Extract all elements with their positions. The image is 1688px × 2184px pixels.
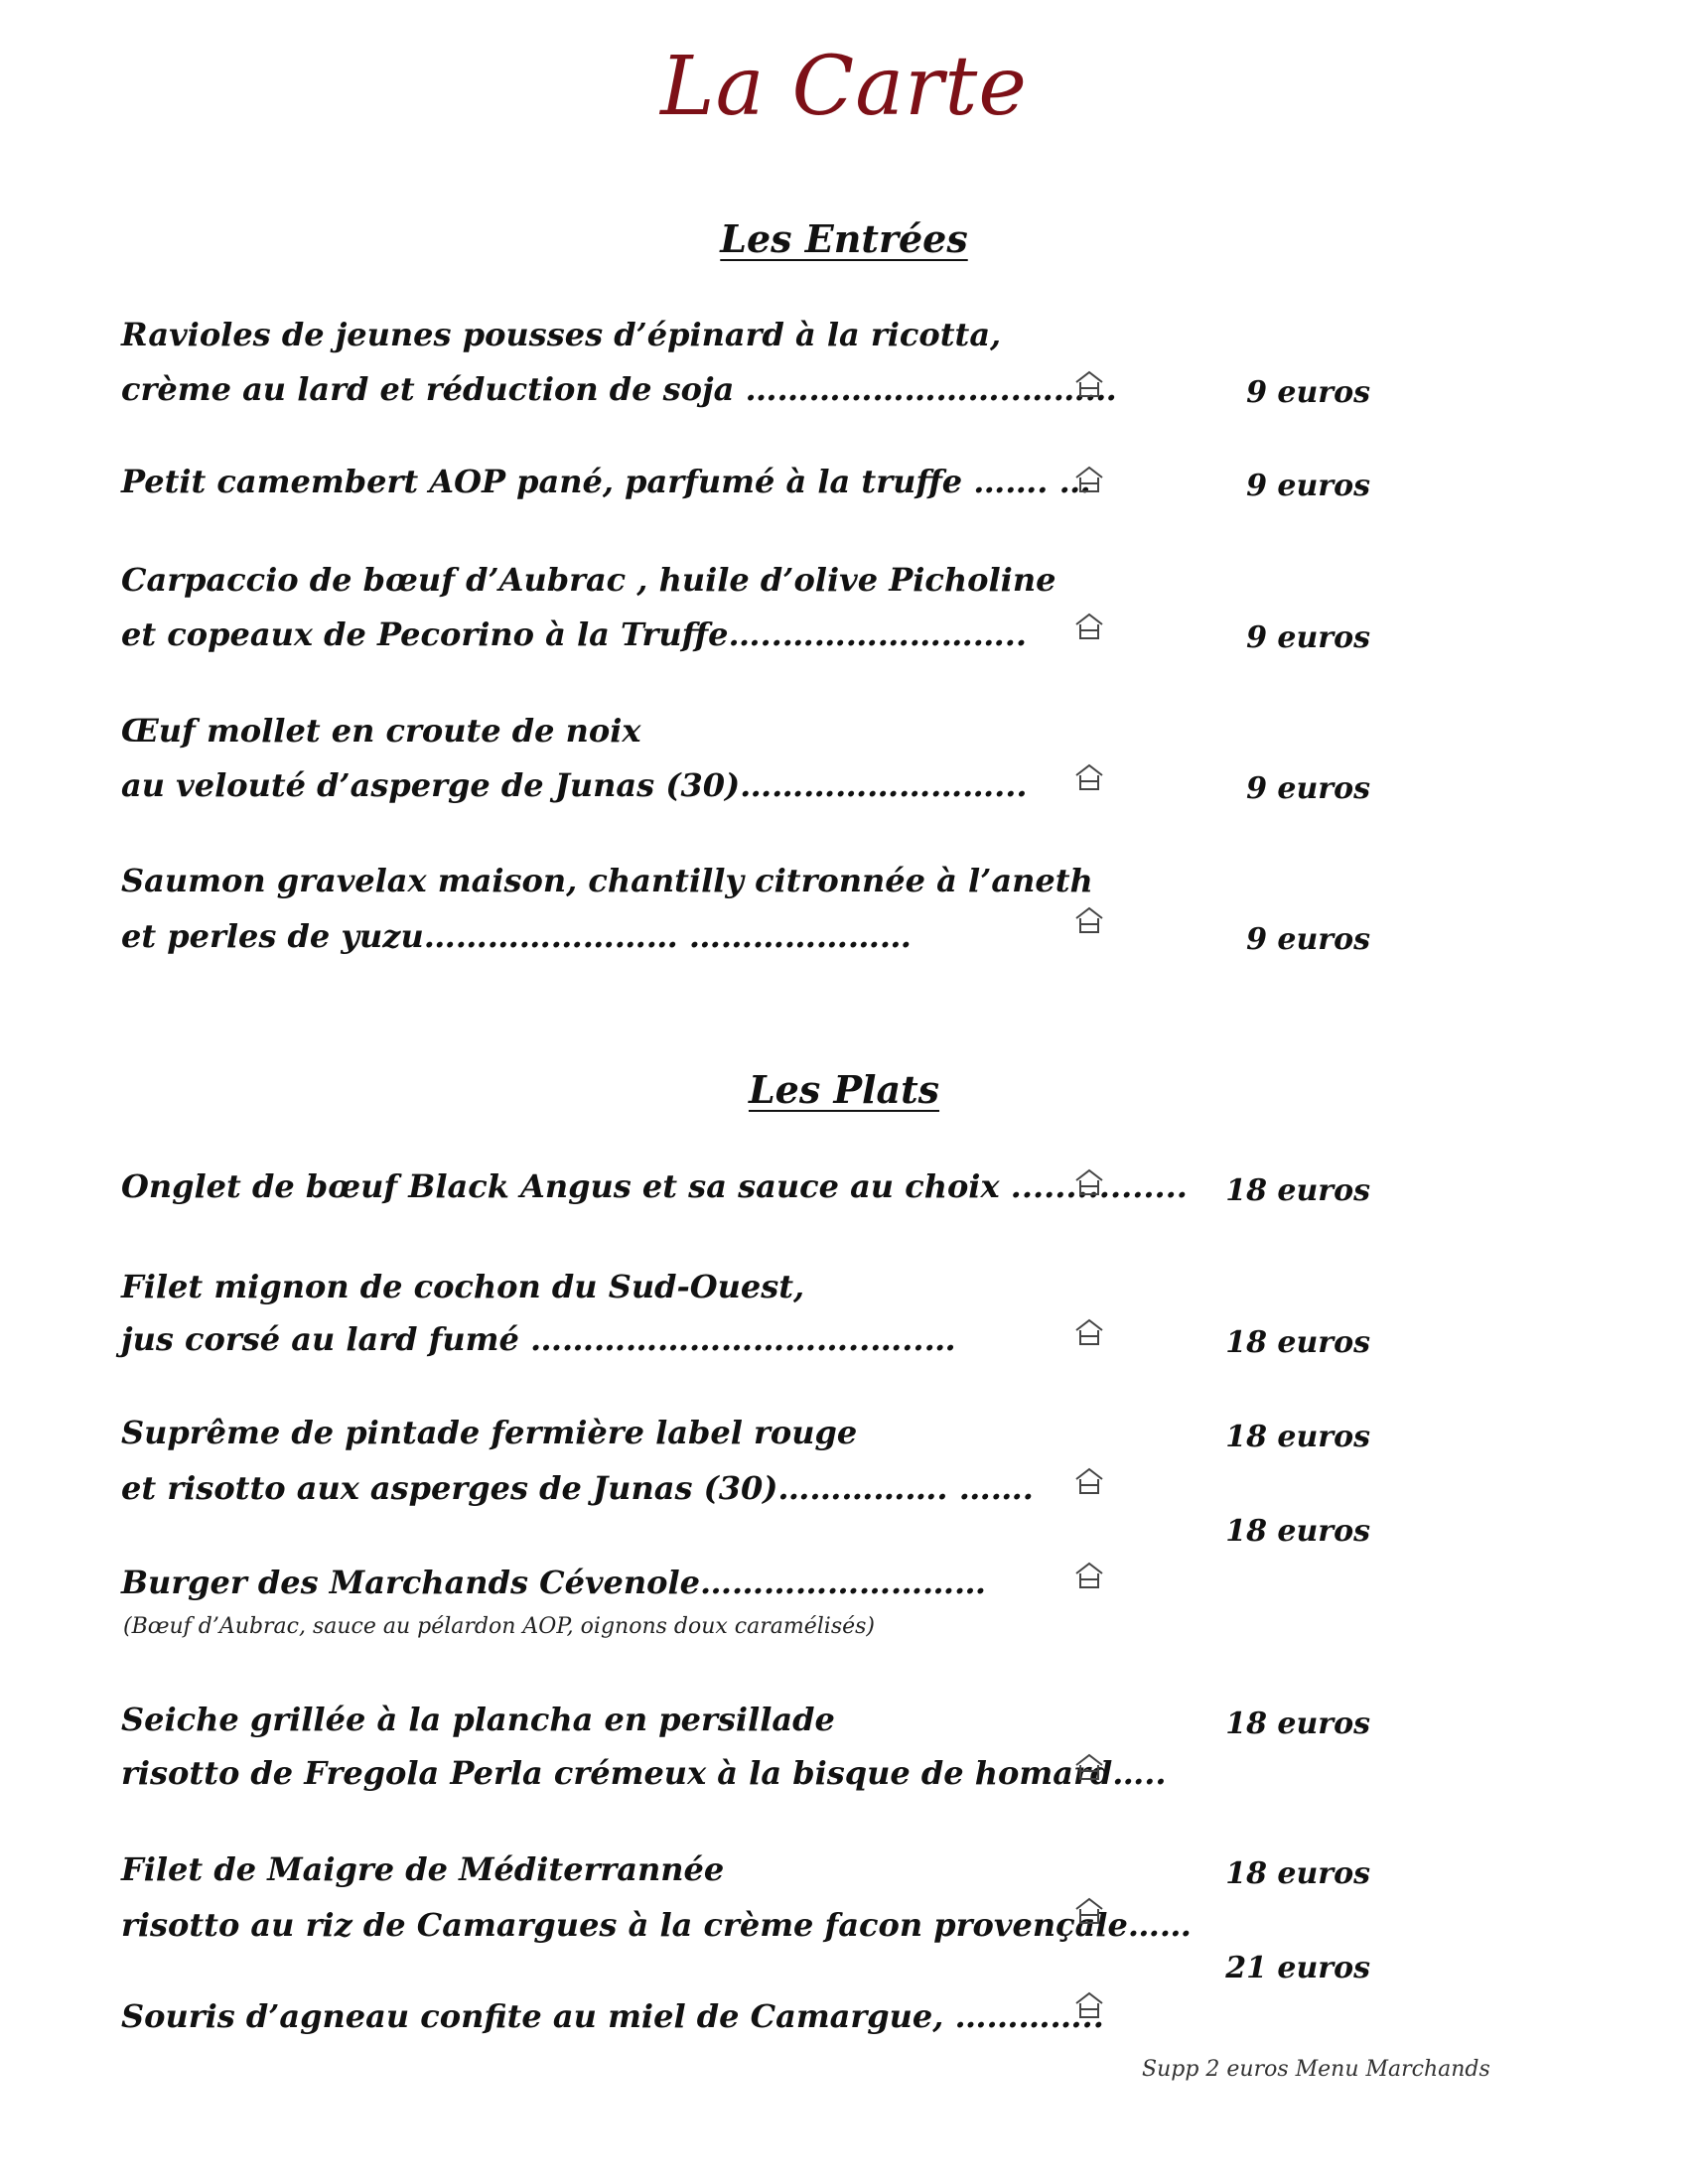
house-icon <box>1072 1167 1106 1197</box>
entree-2-line-1: Petit camembert AOP pané, parfumé à la truffe ……. … <box>121 463 1091 500</box>
plat-4-price: 18 euros <box>1225 1514 1370 1549</box>
house-icon <box>1072 1466 1106 1496</box>
house-icon <box>1072 1561 1106 1590</box>
entree-4-line-2: au velouté d’asperge de Junas (30)……………………... <box>121 766 1028 804</box>
house-icon <box>1072 465 1106 494</box>
entree-5-line-2: et perles de yuzu…………………… ………………… <box>121 917 912 955</box>
page-title: La Carte <box>660 40 1028 134</box>
plat-4-line-1: Burger des Marchands Cévenole……………………… <box>121 1564 986 1601</box>
plat-3-price: 18 euros <box>1225 1420 1370 1454</box>
plat-5-line-1: Seiche grillée à la plancha en persillade <box>121 1701 835 1738</box>
entree-2-price: 9 euros <box>1246 469 1370 503</box>
plat-7-line-1: Souris d’agneau confite au miel de Camargue, ………….. <box>121 1997 1104 2035</box>
plat-6-line-2: risotto au riz de Camargues à la crème facon provençale…… <box>121 1906 1192 1944</box>
house-icon <box>1072 905 1106 935</box>
house-icon <box>1072 1990 1106 2020</box>
plat-5-price: 18 euros <box>1225 1706 1370 1741</box>
house-icon <box>1072 1896 1106 1926</box>
entree-5-line-1: Saumon gravelax maison, chantilly citronnée à l’aneth <box>121 862 1093 899</box>
entree-4-price: 9 euros <box>1246 771 1370 806</box>
plat-6-price: 18 euros <box>1225 1856 1370 1891</box>
plat-3-line-1: Suprême de pintade fermière label rouge <box>121 1414 858 1451</box>
section-heading-entrees: Les Entrées <box>720 216 968 261</box>
entree-5-price: 9 euros <box>1246 922 1370 957</box>
house-icon <box>1072 612 1106 641</box>
entree-3-line-2: et copeaux de Pecorino à la Truffe…..………………….. <box>121 615 1027 653</box>
plat-7-price: 21 euros <box>1225 1951 1370 1985</box>
supplement-note: Supp 2 euros Menu Marchands <box>1142 2057 1490 2082</box>
entree-4-line-1: Œuf mollet en croute de noix <box>121 712 641 750</box>
section-heading-plats: Les Plats <box>748 1067 940 1112</box>
entree-1-price: 9 euros <box>1246 375 1370 410</box>
house-icon <box>1072 1317 1106 1347</box>
plat-6-line-1: Filet de Maigre de Méditerrannée <box>121 1850 725 1888</box>
entree-1-line-1: Ravioles de jeunes pousses d’épinard à la ricotta, <box>121 316 1002 353</box>
plat-5-line-2: risotto de Fregola Perla crémeux à la bisque de homard….. <box>121 1754 1167 1792</box>
plat-2-line-1: Filet mignon de cochon du Sud-Ouest, <box>121 1268 805 1305</box>
plat-2-line-2: jus corsé au lard fumé …………………………..…..… <box>121 1320 956 1358</box>
entree-3-line-1: Carpaccio de bœuf d’Aubrac , huile d’olive Picholine <box>121 561 1056 599</box>
house-icon <box>1072 1752 1106 1782</box>
entree-1-line-2: crème au lard et réduction de soja ……………………..……… <box>121 370 1117 408</box>
plat-2-price: 18 euros <box>1225 1325 1370 1360</box>
plat-1-price: 18 euros <box>1225 1173 1370 1208</box>
house-icon <box>1072 762 1106 792</box>
plat-4-description: (Bœuf d’Aubrac, sauce au pélardon AOP, oignons doux caramélisés) <box>123 1614 876 1639</box>
plat-1-line-1: Onglet de bœuf Black Angus et sa sauce au choix ................ <box>121 1167 1188 1205</box>
entree-3-price: 9 euros <box>1246 620 1370 655</box>
plat-3-line-2: et risotto aux asperges de Junas (30)……………. ……. <box>121 1469 1034 1507</box>
house-icon <box>1072 369 1106 399</box>
